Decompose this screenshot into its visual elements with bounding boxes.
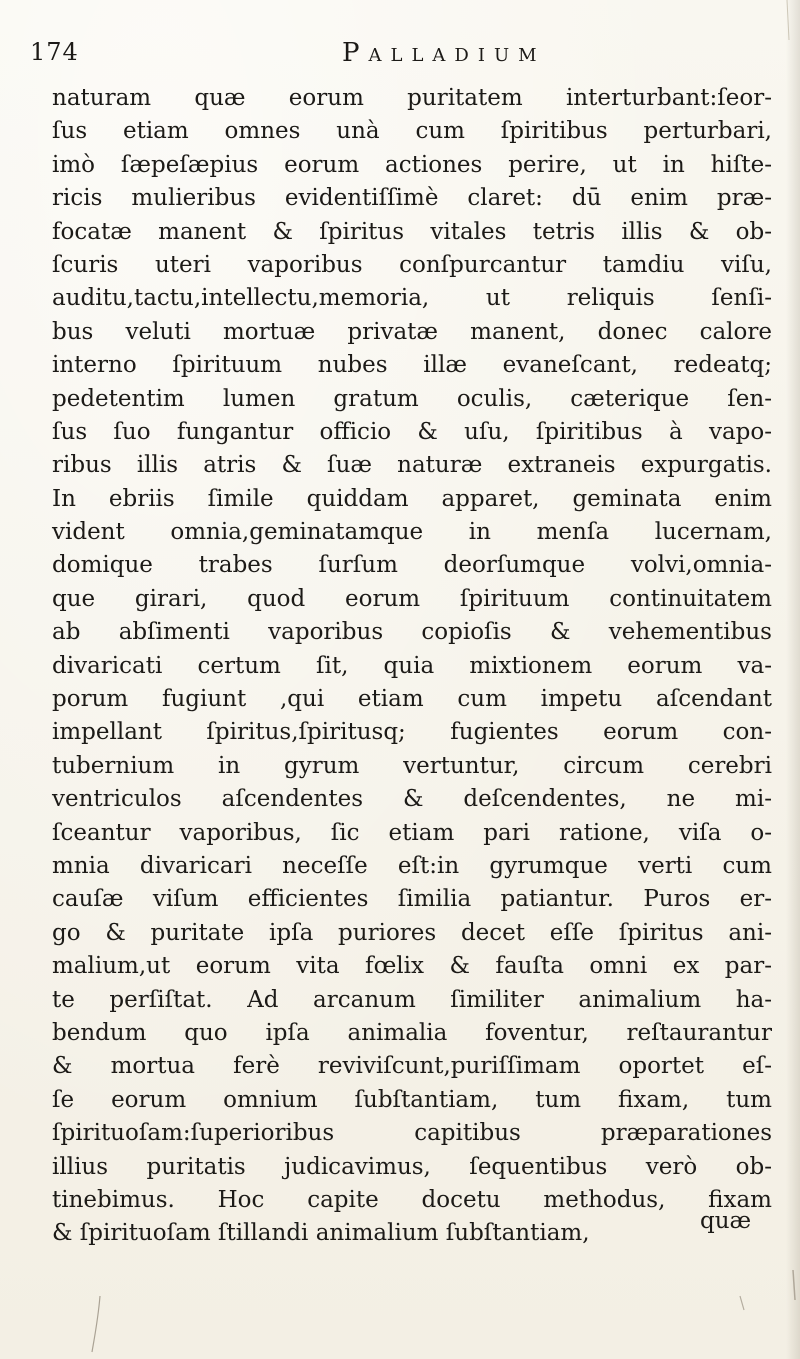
text-line: ſus ſuo fungantur officio & uſu, ſpiritibus à vapo- xyxy=(52,418,772,445)
catchword: quæ xyxy=(700,1208,752,1234)
text-line: focatæ manent & ſpiritus vitales tetris illis & ob- xyxy=(52,218,772,245)
text-line: & mortua ferè reviviſcunt,puriſſimam oportet eſ- xyxy=(52,1053,772,1080)
text-line: tinebimus. Hoc capite docetu methodus, fixam xyxy=(52,1186,772,1213)
page-header xyxy=(30,38,770,78)
page-number: 174 xyxy=(30,38,79,66)
running-head: Palladium xyxy=(342,38,546,68)
text-line: vident omnia,geminatamque in menſa lucernam, xyxy=(52,519,772,546)
text-line: mnia divaricari neceſſe eſt:in gyrumque verti cum xyxy=(52,852,772,879)
text-line: ab abſimenti vaporibus copioſis & vehementibus xyxy=(52,619,772,646)
text-line: ſcuris uteri vaporibus conſpurcantur tamdiu viſu, xyxy=(52,251,772,278)
stray-mark xyxy=(92,1296,100,1352)
text-line: interno ſpirituum nubes illæ evaneſcant, redeatq; xyxy=(52,352,772,379)
text-line: imò ſæpeſæpius eorum actiones perire, ut in hiſte- xyxy=(52,151,772,178)
text-line: bus veluti mortuæ privatæ manent, donec calore xyxy=(52,318,772,345)
text-line: illius puritatis judicavimus, ſequentibus verò ob- xyxy=(52,1153,772,1180)
text-line: auditu,tactu,intellectu,memoria, ut reliquis ſenſi- xyxy=(52,285,772,312)
text-line: cauſæ viſum efficientes ſimilia patiantur. Puros er- xyxy=(52,886,772,913)
text-line: ſus etiam omnes unà cum ſpiritibus perturbari, xyxy=(52,118,772,145)
text-line: ſpirituoſam:ſuperioribus capitibus præparationes xyxy=(52,1120,772,1147)
text-line: domique trabes ſurſum deorſumque volvi,omnia- xyxy=(52,552,772,579)
text-line: tubernium in gyrum vertuntur, circum cerebri xyxy=(52,752,772,779)
text-line: ribus illis atris & ſuæ naturæ extraneis expurgatis. xyxy=(52,452,772,479)
text-line: que girari, quod eorum ſpirituum continuitatem xyxy=(52,585,772,612)
text-line: & ſpirituoſam ſtillandi animalium ſubſtantiam, xyxy=(52,1220,590,1247)
text-line: bendum quo ipſa animalia foventur, reſtaurantur xyxy=(52,1019,772,1046)
text-line: porum fugiunt ,qui etiam cum impetu aſcendant xyxy=(52,686,772,713)
body-text xyxy=(52,82,772,1251)
text-line: te perſiſtat. Ad arcanum ſimiliter animalium ha- xyxy=(52,986,772,1013)
stray-mark xyxy=(740,1296,744,1310)
text-line: ſe eorum omnium ſubſtantiam, tum fixam, tum xyxy=(52,1086,772,1113)
text-line: go & puritate ipſa puriores decet eſſe ſpiritus ani- xyxy=(52,919,772,946)
text-line: ventriculos aſcendentes & deſcendentes, ne mi- xyxy=(52,786,772,813)
text-line: ſceantur vaporibus, ſic etiam pari ratione, viſa o- xyxy=(52,819,772,846)
text-line: divaricati certum ſit, quia mixtionem eorum va- xyxy=(52,652,772,679)
text-line: ricis mulieribus evidentiſſimè claret: dū enim præ- xyxy=(52,185,772,212)
text-line: naturam quæ eorum puritatem interturbant:ſeor- xyxy=(52,85,772,111)
page-edge-shadow xyxy=(786,0,800,1359)
text-line: In ebriis ſimile quiddam apparet, geminata enim xyxy=(52,485,772,512)
text-line: impellant ſpiritus,ſpiritusq; fugientes eorum con- xyxy=(52,719,772,746)
text-line: pedetentim lumen gratum oculis, cæterique ſen- xyxy=(52,385,772,412)
text-line: malium,ut eorum vita fœlix & fauſta omni ex par- xyxy=(52,953,772,980)
